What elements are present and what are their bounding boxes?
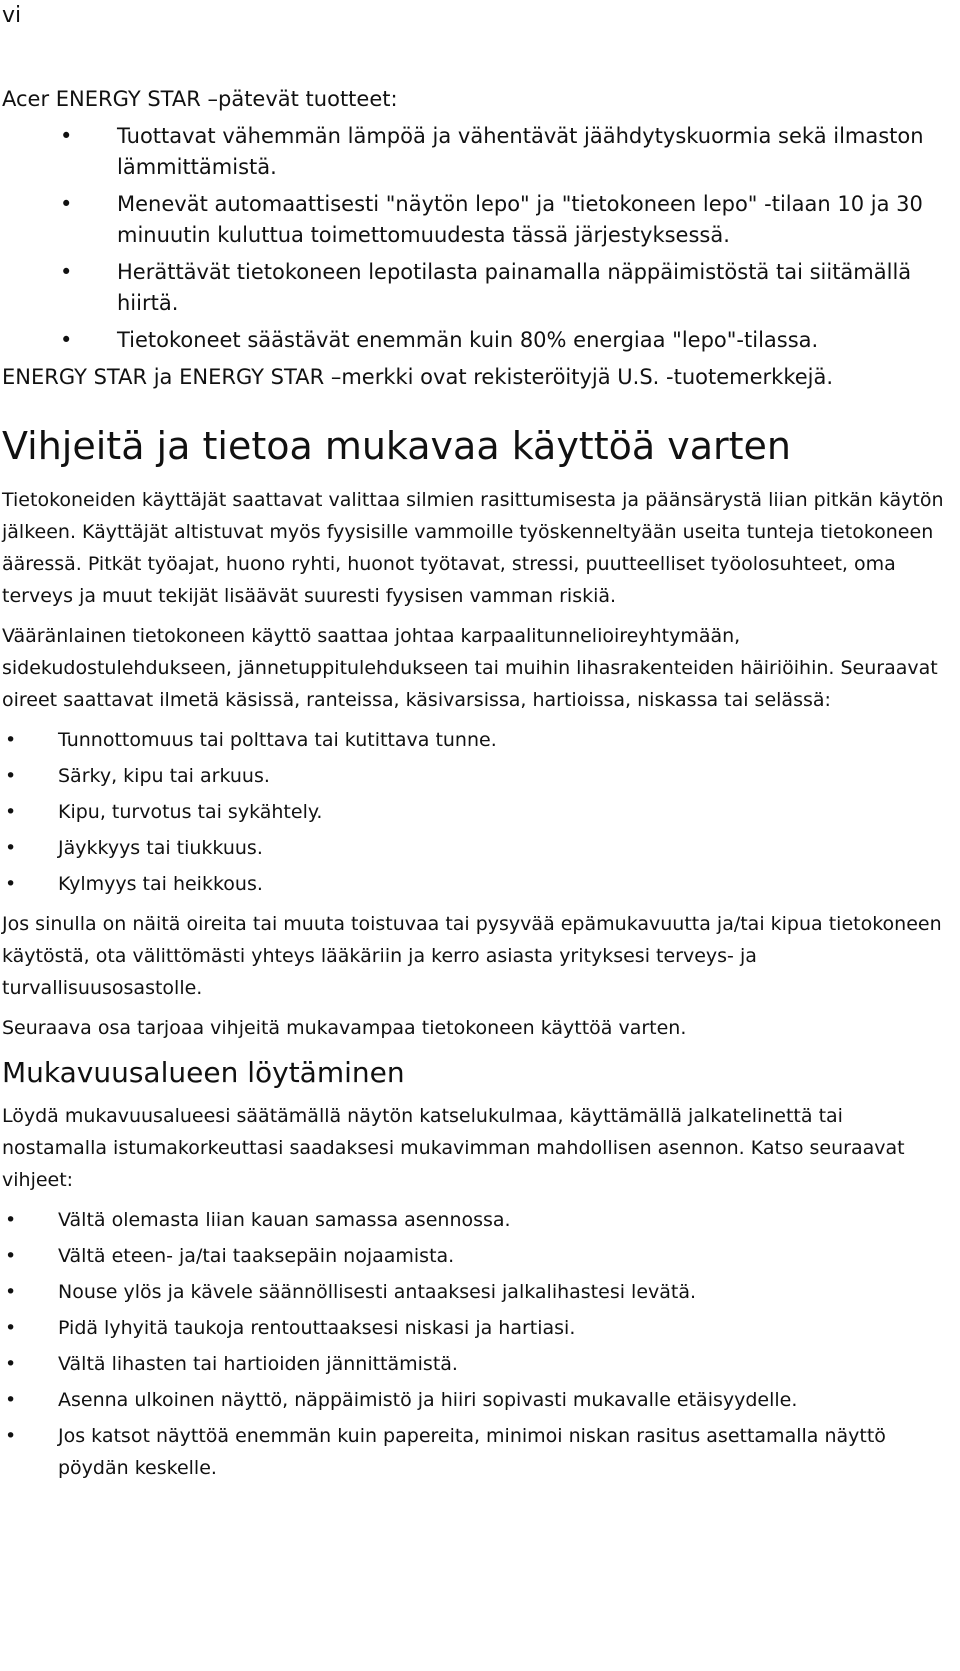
list-item: • Vältä lihasten tai hartioiden jännittämistä. xyxy=(58,1348,952,1380)
subsection-heading: Mukavuusalueen löytäminen xyxy=(2,1056,405,1089)
comfort-tip-list xyxy=(2,1204,952,1484)
list-item: • Jäykkyys tai tiukkuus. xyxy=(58,832,952,864)
list-item: • Tuottavat vähemmän lämpöä ja vähentävät jäähdytyskuormia sekä ilmaston lämmittämistä. xyxy=(117,121,952,183)
list-item: • Vältä olemasta liian kauan samassa asennossa. xyxy=(58,1204,952,1236)
list-item: • Kipu, turvotus tai sykähtely. xyxy=(58,796,952,828)
energy-star-intro: Acer ENERGY STAR –pätevät tuotteet: xyxy=(2,87,398,111)
energy-star-section xyxy=(2,84,952,393)
list-item: • Tunnottomuus tai polttava tai kutittava tunne. xyxy=(58,724,952,756)
paragraph: Tietokoneiden käyttäjät saattavat valittaa silmien rasittumisesta ja päänsärystä liian pitkän käytön jälkeen. Käyttäjät altistuvat myös fyysisille vammoille työskenneltyään useita tunteja tietokoneen ääressä. Pitkät työajat, huono ryhti, huonot työtavat, stressi, puutteelliset työolosuhteet, oma terveys ja muut tekijät lisäävät suuresti fyysisen vamman riskiä. xyxy=(2,489,944,607)
list-item: • Tietokoneet säästävät enemmän kuin 80% energiaa "lepo"-tilassa. xyxy=(117,325,952,356)
section-heading: Vihjeitä ja tietoa mukavaa käyttöä varten xyxy=(2,424,791,468)
page-number: vi xyxy=(2,3,22,28)
list-item: • Asenna ulkoinen näyttö, näppäimistö ja hiiri sopivasti mukavalle etäisyydelle. xyxy=(58,1384,952,1416)
list-item: • Jos katsot näyttöä enemmän kuin papereita, minimoi niskan rasitus asettamalla näyttö pöydän keskelle. xyxy=(58,1420,952,1484)
list-item: • Särky, kipu tai arkuus. xyxy=(58,760,952,792)
paragraph: Jos sinulla on näitä oireita tai muuta toistuvaa tai pysyvää epämukavuutta ja/tai kipua tietokoneen käytöstä, ota välittömästi yhteys lääkäriin ja kerro asiasta yrityksesi terveys- ja turvallisuusosastolle. xyxy=(2,913,942,999)
list-item: • Kylmyys tai heikkous. xyxy=(58,868,952,900)
paragraph: Löydä mukavuusalueesi säätämällä näytön katselukulmaa, käyttämällä jalkatelinettä tai nostamalla istumakorkeuttasi saadaksesi mukavimman mahdollisen asennon. Katso seuraavat vihjeet: xyxy=(2,1105,905,1191)
energy-star-list xyxy=(2,121,952,356)
list-item: • Herättävät tietokoneen lepotilasta painamalla näppäimistöstä tai siitämällä hiirtä. xyxy=(117,257,952,319)
list-item: • Pidä lyhyitä taukoja rentouttaaksesi niskasi ja hartiasi. xyxy=(58,1312,952,1344)
list-item: • Menevät automaattisesti "näytön lepo" ja "tietokoneen lepo" -tilaan 10 ja 30 minuutin kuluttua toimettomuudesta tässä järjestyksessä. xyxy=(117,189,952,251)
paragraph: Seuraava osa tarjoaa vihjeitä mukavampaa tietokoneen käyttöä varten. xyxy=(2,1017,687,1039)
paragraph: Vääränlainen tietokoneen käyttö saattaa johtaa karpaalitunnelioireyhtymään, sidekudostulehdukseen, jännetuppitulehdukseen tai muihin lihasrakenteiden häiriöihin. Seuraavat oireet saattavat ilmetä käsissä, ranteissa, käsivarsissa, hartioissa, niskassa tai selässä: xyxy=(2,625,938,711)
symptom-list xyxy=(2,724,952,900)
list-item: • Vältä eteen- ja/tai taaksepäin nojaamista. xyxy=(58,1240,952,1272)
comfort-tips-section xyxy=(2,422,952,1492)
list-item: • Nouse ylös ja kävele säännöllisesti antaaksesi jalkalihastesi levätä. xyxy=(58,1276,952,1308)
trademark-note: ENERGY STAR ja ENERGY STAR –merkki ovat rekisteröityjä U.S. -tuotemerkkejä. xyxy=(2,365,834,389)
